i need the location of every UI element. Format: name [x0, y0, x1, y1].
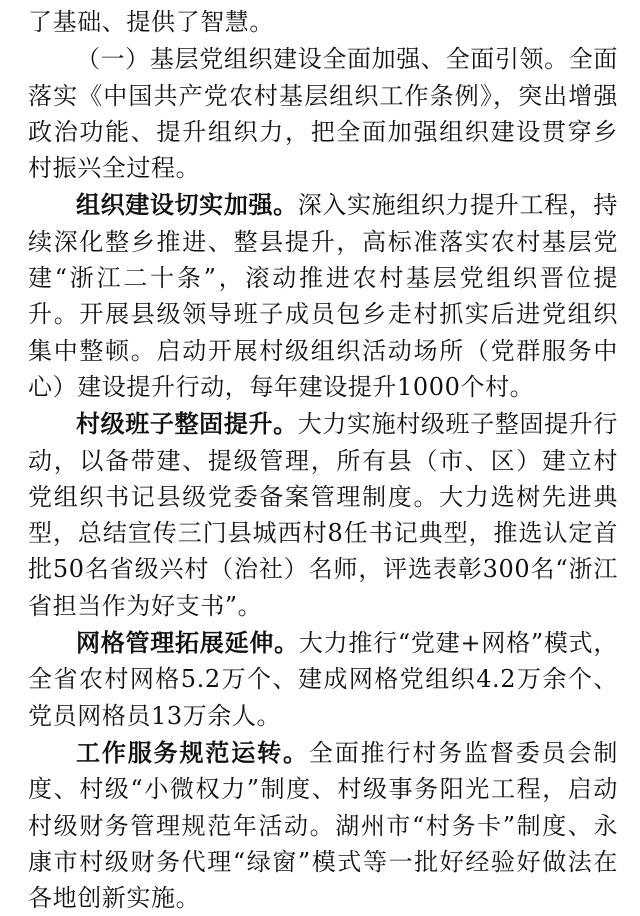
document-page [28, 4, 618, 916]
item-heading-organization: 组织建设切实加强。 [76, 191, 298, 220]
item-text-organization: 深入实施组织力提升工程，持续深化整乡推进、整县提升，高标准落实农村基层党建“浙江二十条”，滚动推进农村基层党组织晋位提升。开展县级领导班子成员包乡走村抓实后进党组织集中整顿。启动开展村级组织活动场所（党群服务中心）建设提升行动，每年建设提升1000个村。 [28, 191, 618, 401]
item-text-village-team: 大力实施村级班子整固提升行动，以备带建、提级管理，所有县（市、区）建立村党组织书记县级党委备案管理制度。大力选树先进典型，总结宣传三门县城西村8任书记典型，推选认定首批50名省级兴村（治社）名师，评选表彰300名“浙江省担当作为好支书”。 [28, 410, 618, 620]
section-heading: （一）基层党组织建设全面加强、全面引领。 [76, 45, 569, 74]
section-paragraph [28, 41, 618, 186]
intro-text: 了基础、提供了智慧。 [28, 8, 274, 36]
item-paragraph-grid-management [28, 625, 618, 734]
item-paragraph-service [28, 735, 618, 916]
item-paragraph-village-team [28, 406, 618, 624]
item-text-grid-management: 大力推行“党建+网格”模式，全省农村网格5.2万个、建成网格党组织4.2万余个、党员网格员13万余人。 [28, 629, 618, 730]
item-text-service: 全面推行村务监督委员会制度、村级“小微权力”制度、村级事务阳光工程，启动村级财务管理规范年活动。湖州市“村务卡”制度、永康市村级财务代理“绿窗”模式等一批好经验好做法在各地创新实施。 [28, 738, 618, 913]
intro-paragraph [28, 4, 618, 40]
item-heading-service: 工作服务规范运转。 [76, 738, 309, 767]
item-heading-village-team: 村级班子整固提升。 [76, 410, 298, 439]
item-heading-grid-management: 网格管理拓展延伸。 [76, 629, 299, 658]
item-paragraph-organization [28, 187, 618, 405]
section-text: 全面落实《中国共产党农村基层组织工作条例》，突出增强政治功能、提升组织力，把全面加强组织建设贯穿乡村振兴全过程。 [28, 45, 619, 183]
